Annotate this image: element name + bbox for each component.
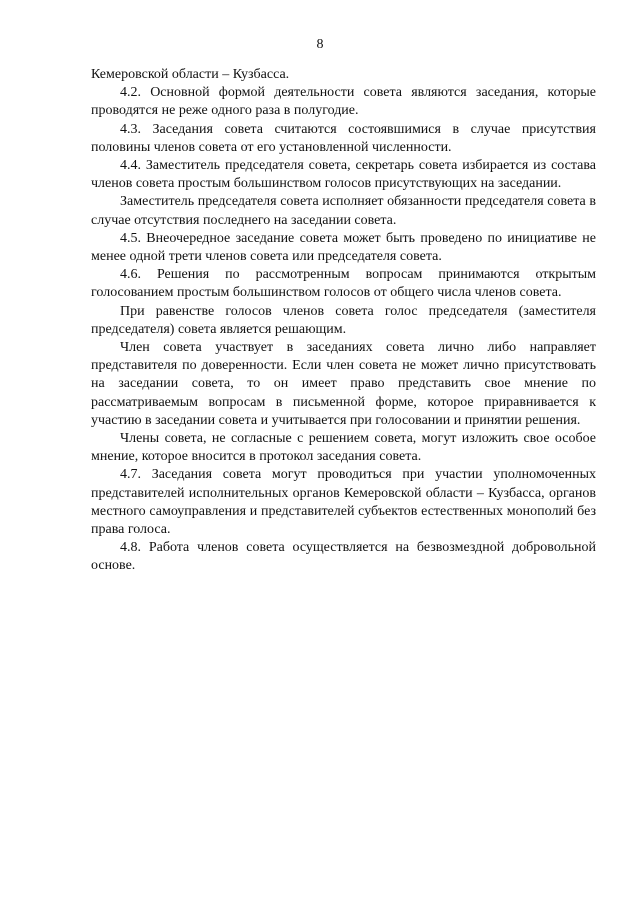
paragraph-4-7: 4.7. Заседания совета могут проводиться при участии уполномоченных представителей исполнительных органов Кемеровской области – Кузбасса, органов местного самоуправления и представителей субъектов естественных монополий без права голоса. <box>91 467 596 538</box>
paragraph-4-6-tie-vote: При равенстве голосов членов совета голос председателя (заместителя председателя) совета является решающим. <box>91 303 596 337</box>
page-number: 8 <box>316 37 324 52</box>
paragraph-4-4: 4.4. Заместитель председателя совета, секретарь совета избирается из состава членов совета простым большинством голосов присутствующих на заседании. <box>91 158 596 192</box>
paragraph-4-2: 4.2. Основной формой деятельности совета являются заседания, которые проводятся не реже одного раза в полугодие. <box>91 85 596 119</box>
paragraph-4-6-dissenting-opinion: Члены совета, не согласные с решением совета, могут изложить свое особое мнение, которое вносится в протокол заседания совета. <box>91 431 596 465</box>
paragraph-4-6: 4.6. Решения по рассмотренным вопросам принимаются открытым голосованием простым большинством голосов от общего числа членов совета. <box>91 267 596 301</box>
paragraph-continuation: Кемеровской области – Кузбасса. <box>91 67 290 82</box>
paragraph-4-4-deputy-duties: Заместитель председателя совета исполняет обязанности председателя совета в случае отсутствия последнего на заседании совета. <box>91 194 596 228</box>
paragraph-4-8: 4.8. Работа членов совета осуществляется на безвозмездной добровольной основе. <box>91 540 596 574</box>
paragraph-4-5: 4.5. Внеочередное заседание совета может быть проведено по инициативе не менее одной трети членов совета или председателя совета. <box>91 230 596 265</box>
paragraph-4-3: 4.3. Заседания совета считаются состоявшимися в случае присутствия половины членов совета от его установленной численности. <box>91 121 596 155</box>
document-body <box>91 66 596 576</box>
paragraph-4-6-member-participation: Член совета участвует в заседаниях совета лично либо направляет представителя по доверенности. Если член совета не может лично присутствовать на заседании совета, то он имеет право представить свое мнение по рассматриваемым вопросам в письменной форме, которое приравнивается к участию в заседании совета и учитывается при голосовании и принятии решения. <box>91 340 596 428</box>
